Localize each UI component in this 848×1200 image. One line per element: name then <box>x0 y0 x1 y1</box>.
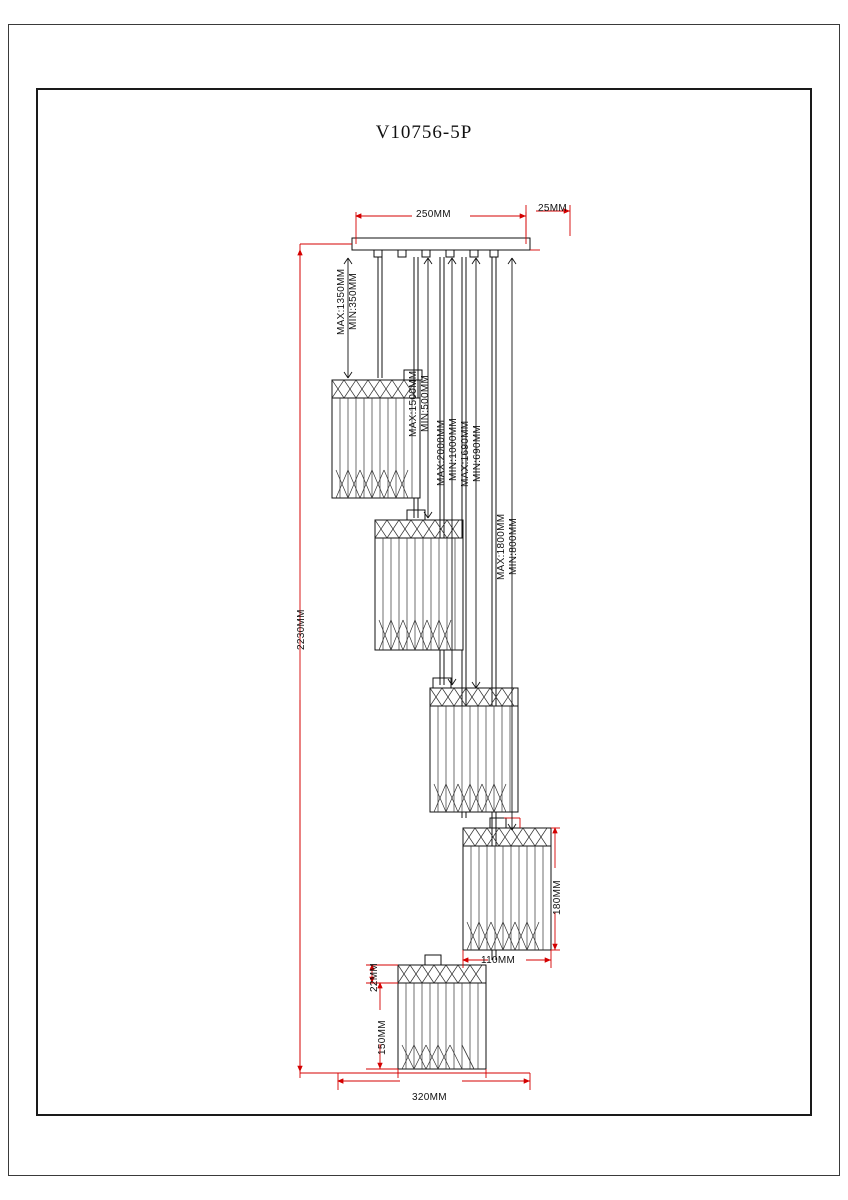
drop-1-min: MIN:350MM <box>348 272 359 330</box>
page-title: V10756-5P <box>375 122 473 143</box>
dim-shade-height: 180MM <box>552 880 563 915</box>
drop-1-max: MAX:1350MM <box>336 268 347 335</box>
dim-overall-spread: 320MM <box>412 1092 447 1103</box>
drop-3-min: MIN:1000MM <box>448 417 459 481</box>
drop-5-max: MAX:1800MM <box>496 513 507 580</box>
dim-canopy-thickness: 25MM <box>538 203 567 214</box>
drop-5-min: MIN:800MM <box>508 517 519 575</box>
drop-4-min: MIN:690MM <box>472 424 483 482</box>
drop-2-min: MIN:500MM <box>420 374 431 432</box>
drop-3-max: MAX:2000MM <box>436 419 447 486</box>
drop-4-max: MAX:1690MM <box>460 420 471 487</box>
dim-socket-cover-height: 22MM <box>369 963 380 992</box>
dim-overall-height: 2230MM <box>296 609 307 650</box>
dim-canopy-width: 250MM <box>416 209 451 220</box>
dim-shade-width: 110MM <box>481 955 516 966</box>
dim-bottom-shade-height: 150MM <box>377 1020 388 1055</box>
drop-2-max: MAX:1500MM <box>408 370 419 437</box>
